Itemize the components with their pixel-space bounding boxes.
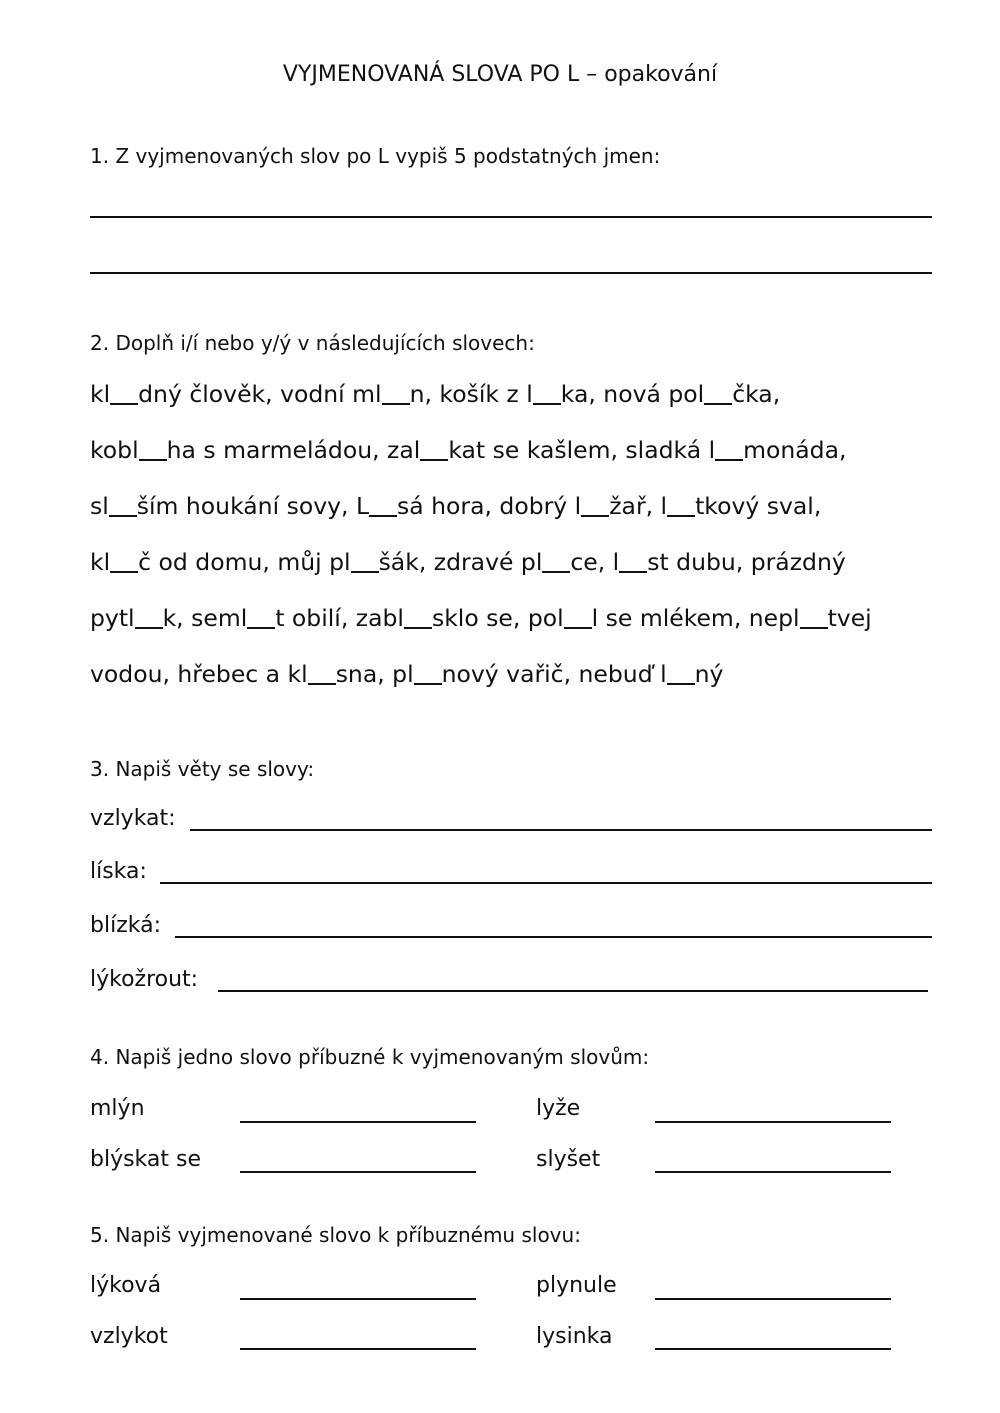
sentence-fragment: l se mlékem, nepl [591,604,800,632]
sentence-fragment: t obilí, zabl [275,604,404,632]
sentence-fragment: k, seml [162,604,248,632]
sentence-fragment: kl [90,380,111,408]
sentence-fragment: nový vařič, nebuď l [441,660,667,688]
q3-word: lýkožrout: [90,967,199,992]
question-1-text: 1. Z vyjmenovaných slov po L vypiš 5 podstatných jmen: [90,144,661,168]
letter-blank[interactable] [564,604,592,630]
letter-blank[interactable] [109,492,137,518]
word-answer-line[interactable] [240,1171,476,1173]
sentence-fragment: č od domu, můj pl [138,548,351,576]
letter-blank[interactable] [369,492,397,518]
letter-blank[interactable] [308,660,336,686]
word-answer-line[interactable] [240,1121,476,1123]
letter-blank[interactable] [704,380,732,406]
sentence-answer-line[interactable] [160,882,932,884]
sentence-line [90,646,872,702]
letter-blank[interactable] [351,548,379,574]
sentence-fragment: monáda, [743,436,847,464]
sentence-fragment: dný člověk, vodní ml [138,380,382,408]
q5-word-left: lýková [90,1273,162,1298]
sentence-fragment: kobl [90,436,139,464]
sentence-fragment: pytl [90,604,135,632]
question-3-text: 3. Napiš věty se slovy: [90,757,315,781]
sentence-line [90,534,872,590]
q5-word-right: lysinka [536,1324,613,1349]
answer-line[interactable] [90,272,932,274]
sentence-fragment: čka, [732,380,781,408]
sentence-answer-line[interactable] [190,829,932,831]
letter-blank[interactable] [110,548,138,574]
letter-blank[interactable] [420,436,448,462]
sentence-fragment: ný [694,660,724,688]
sentence-line [90,478,872,534]
q3-word: vzlykat: [90,806,176,831]
fill-in-sentences [90,366,872,702]
q4-word-right: slyšet [536,1147,601,1172]
q3-word: líska: [90,859,147,884]
letter-blank[interactable] [414,660,442,686]
word-answer-line[interactable] [655,1121,891,1123]
sentence-line [90,422,872,478]
sentence-fragment: st dubu, prázdný [647,548,846,576]
sentence-fragment: sna, pl [335,660,414,688]
letter-blank[interactable] [800,604,828,630]
sentence-line [90,366,872,422]
sentence-fragment: kl [90,548,111,576]
sentence-fragment: žař, l [609,492,668,520]
sentence-fragment: vodou, hřebec a kl [90,660,308,688]
letter-blank[interactable] [110,380,138,406]
word-answer-line[interactable] [655,1171,891,1173]
sentence-fragment: sá hora, dobrý l [397,492,582,520]
q5-word-right: plynule [536,1273,617,1298]
letter-blank[interactable] [382,380,410,406]
sentence-answer-line[interactable] [175,936,932,938]
sentence-fragment: ka, nová pol [560,380,705,408]
question-2-text: 2. Doplň i/í nebo y/ý v následujících slovech: [90,331,535,355]
word-answer-line[interactable] [655,1298,891,1300]
word-answer-line[interactable] [240,1298,476,1300]
sentence-fragment: tkový sval, [695,492,822,520]
letter-blank[interactable] [667,660,695,686]
letter-blank[interactable] [533,380,561,406]
letter-blank[interactable] [404,604,432,630]
letter-blank[interactable] [542,548,570,574]
letter-blank[interactable] [581,492,609,518]
letter-blank[interactable] [619,548,647,574]
sentence-fragment: tvej [827,604,872,632]
answer-line[interactable] [90,216,932,218]
sentence-fragment: ha s marmeládou, zal [166,436,421,464]
letter-blank[interactable] [139,436,167,462]
letter-blank[interactable] [247,604,275,630]
word-answer-line[interactable] [240,1348,476,1350]
q5-word-left: vzlykot [90,1324,168,1349]
sentence-fragment: n, košík z l [409,380,533,408]
letter-blank[interactable] [135,604,163,630]
sentence-answer-line[interactable] [218,990,928,992]
q4-word-right: lyže [536,1096,581,1121]
q4-word-left: blýskat se [90,1147,202,1172]
sentence-fragment: ce, l [570,548,620,576]
sentence-fragment: kat se kašlem, sladká l [448,436,716,464]
q3-word: blízká: [90,913,161,938]
word-answer-line[interactable] [655,1348,891,1350]
worksheet-title: VYJMENOVANÁ SLOVA PO L – opakování [282,62,718,87]
sentence-fragment: ším houkání sovy, L [136,492,370,520]
q4-word-left: mlýn [90,1096,145,1121]
sentence-fragment: sklo se, pol [431,604,564,632]
sentence-fragment: šák, zdravé pl [378,548,543,576]
question-4-text: 4. Napiš jedno slovo příbuzné k vyjmenovaným slovům: [90,1045,650,1069]
sentence-fragment: sl [90,492,109,520]
question-5-text: 5. Napiš vyjmenované slovo k příbuznému slovu: [90,1223,581,1247]
letter-blank[interactable] [715,436,743,462]
sentence-line [90,590,872,646]
letter-blank[interactable] [667,492,695,518]
